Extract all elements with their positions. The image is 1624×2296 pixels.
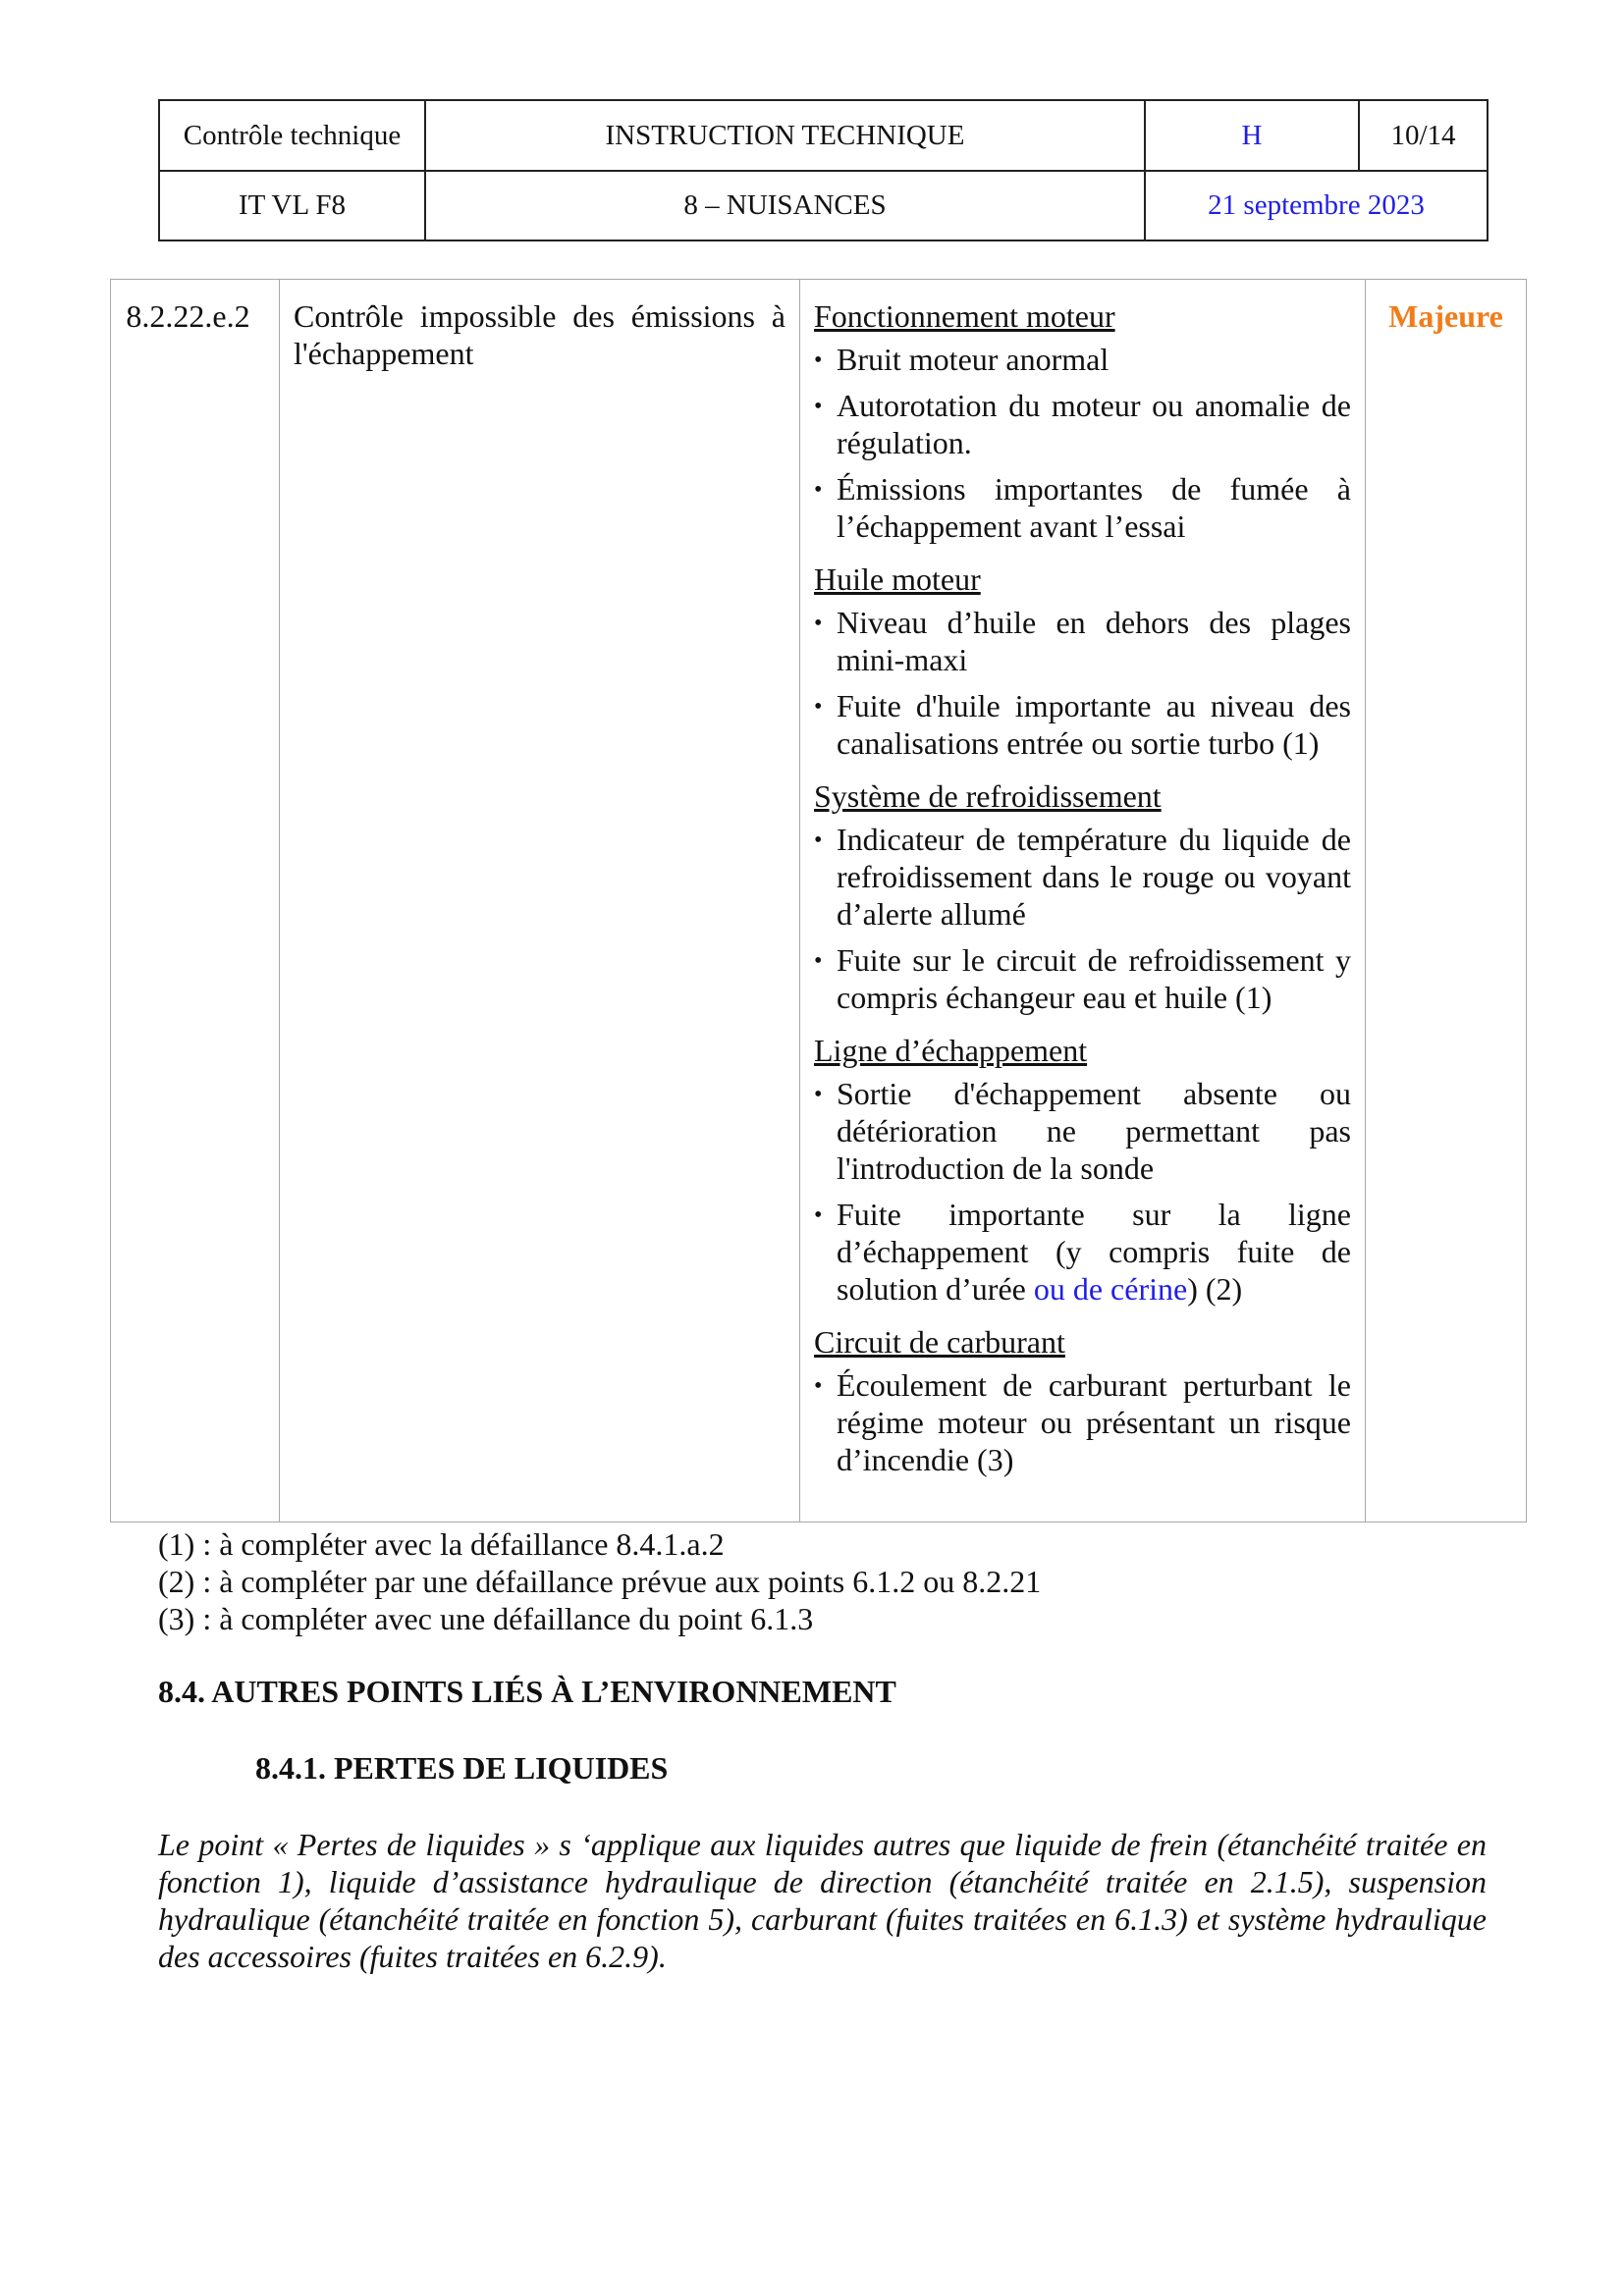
footnotes — [158, 1525, 1041, 1637]
section-heading: 8.4. AUTRES POINTS LIÉS À L’ENVIRONNEMENT — [158, 1674, 896, 1709]
header-document-title: INSTRUCTION TECHNIQUE — [425, 100, 1145, 171]
defect-table — [110, 279, 1527, 1522]
footnote: (3) : à compléter avec une défaillance du point 6.1.3 — [158, 1601, 814, 1636]
criteria-text: Fuite importante sur la ligne d’échappement (y compris fuite de solution d’urée — [837, 1197, 1351, 1307]
revised-text: ou de cérine — [1033, 1271, 1188, 1307]
header-page-number: 10/14 — [1359, 100, 1488, 171]
defect-code: 8.2.22.e.2 — [111, 280, 280, 1522]
header-document-type: Contrôle technique — [159, 100, 425, 171]
header-chapter: 8 – NUISANCES — [425, 171, 1145, 240]
criteria-item: • Indicateur de température du liquide de refroidissement dans le rouge ou voyant d’alerte allumé — [814, 821, 1351, 933]
criteria-item: • Émissions importantes de fumée à l’échappement avant l’essai — [814, 470, 1351, 545]
severity-label: Majeure — [1388, 298, 1503, 334]
header-version: H — [1145, 100, 1359, 171]
criteria-item-exhaust-leak — [814, 1196, 1351, 1308]
criteria-group-title: Fonctionnement moteur — [814, 298, 1115, 334]
criteria-item: • Autorotation du moteur ou anomalie de régulation. — [814, 387, 1351, 461]
section-paragraph: Le point « Pertes de liquides » s ‘applique aux liquides autres que liquide de frein (étanchéité traitée en fonction 1), liquide d’assistance hydraulique de direction (étanchéité traitée en 2.1.5), suspension hydraulique (étanchéité traitée en fonction 5), carburant (fuites traitées en 6.1.3) et système hydraulique des accessoires (fuites traitées en 6.2.9). — [158, 1827, 1487, 1974]
criteria-list — [814, 1075, 1351, 1308]
subsection-heading: 8.4.1. PERTES DE LIQUIDES — [255, 1750, 669, 1786]
defect-description: Contrôle impossible des émissions à l'échappement — [280, 280, 800, 1522]
header-date: 21 septembre 2023 — [1145, 171, 1488, 240]
header-document-reference: IT VL F8 — [159, 171, 425, 240]
footnote: (1) : à compléter avec la défaillance 8.4.1.a.2 — [158, 1526, 725, 1562]
criteria-group-title: Circuit de carburant — [814, 1324, 1065, 1360]
criteria-group-title: Huile moteur — [814, 561, 981, 597]
criteria-group-title: Ligne d’échappement — [814, 1033, 1088, 1068]
document-header-table — [158, 99, 1489, 241]
criteria-item: • Bruit moteur anormal — [814, 341, 1351, 378]
defect-severity-cell — [1366, 280, 1527, 1522]
criteria-list — [814, 341, 1351, 545]
criteria-item: • Sortie d'échappement absente ou détérioration ne permettant pas l'introduction de la sonde — [814, 1075, 1351, 1187]
criteria-item: • Niveau d’huile en dehors des plages mini-maxi — [814, 604, 1351, 678]
criteria-item: • Fuite sur le circuit de refroidissement y compris échangeur eau et huile (1) — [814, 941, 1351, 1016]
criteria-item: • Fuite d'huile importante au niveau des canalisations entrée ou sortie turbo (1) — [814, 687, 1351, 762]
criteria-group-title: Système de refroidissement — [814, 778, 1162, 814]
criteria-list — [814, 604, 1351, 762]
criteria-text: ) (2) — [1187, 1271, 1243, 1307]
criteria-item: • Écoulement de carburant perturbant le régime moteur ou présentant un risque d’incendie (3) — [814, 1366, 1351, 1478]
criteria-list — [814, 1366, 1351, 1478]
defect-criteria-cell — [800, 280, 1366, 1522]
footnote: (2) : à compléter par une défaillance prévue aux points 6.1.2 ou 8.2.21 — [158, 1564, 1042, 1599]
criteria-list — [814, 821, 1351, 1016]
